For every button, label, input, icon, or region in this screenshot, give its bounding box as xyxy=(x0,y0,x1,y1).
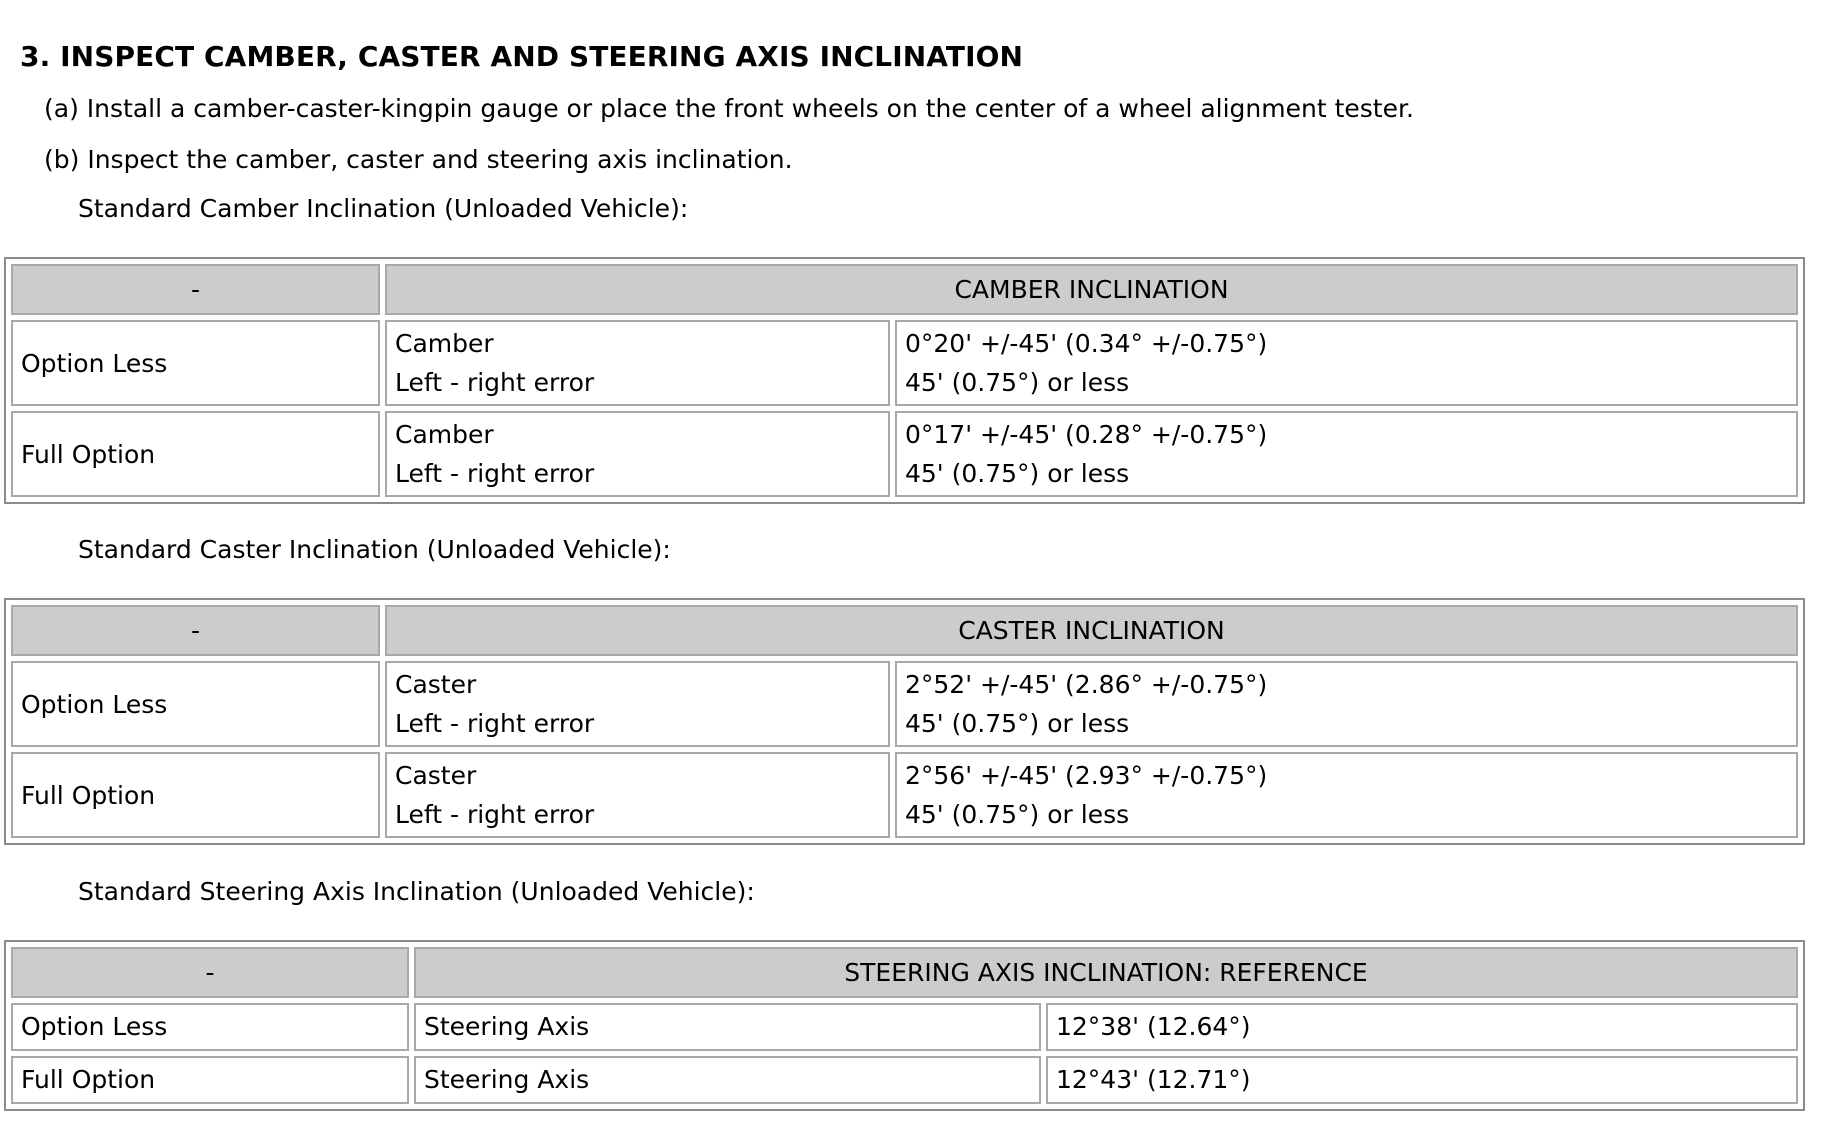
caster-table xyxy=(4,598,1805,845)
item-line: Left - right error xyxy=(395,459,595,488)
option-cell: Option Less xyxy=(11,320,380,406)
item-line: Left - right error xyxy=(395,368,595,397)
table-row xyxy=(11,320,1798,406)
option-cell: Full Option xyxy=(11,1056,409,1104)
camber-spec-label: Standard Camber Inclination (Unloaded Vehicle): xyxy=(78,194,689,223)
caster-spec-label: Standard Caster Inclination (Unloaded Vehicle): xyxy=(78,535,671,564)
item-cell xyxy=(385,411,890,497)
table-row xyxy=(11,1003,1798,1051)
header-dash-cell: - xyxy=(11,947,409,998)
table-row xyxy=(11,1056,1798,1104)
item-cell xyxy=(385,320,890,406)
value-line: 2°56' +/-45' (2.93° +/-0.75°) xyxy=(905,761,1268,790)
header-dash-cell: - xyxy=(11,264,380,315)
header-title-cell: STEERING AXIS INCLINATION: REFERENCE xyxy=(414,947,1798,998)
table-header-row xyxy=(11,947,1798,998)
value-cell xyxy=(895,661,1798,747)
item-line: Left - right error xyxy=(395,800,595,829)
option-cell: Option Less xyxy=(11,661,380,747)
header-dash-cell: - xyxy=(11,605,380,656)
step-a-text: (a) Install a camber-caster-kingpin gauge or place the front wheels on the center of a wheel alignment tester. xyxy=(44,94,1414,123)
steering-spec-label: Standard Steering Axis Inclination (Unloaded Vehicle): xyxy=(78,877,755,906)
page-title: 3. INSPECT CAMBER, CASTER AND STEERING AXIS INCLINATION xyxy=(20,40,1024,73)
table-row xyxy=(11,661,1798,747)
value-cell: 12°38' (12.64°) xyxy=(1046,1003,1798,1051)
table-row xyxy=(11,752,1798,838)
header-title-cell: CAMBER INCLINATION xyxy=(385,264,1798,315)
item-line: Caster xyxy=(395,670,477,699)
value-cell xyxy=(895,320,1798,406)
value-line: 45' (0.75°) or less xyxy=(905,368,1130,397)
value-cell xyxy=(895,411,1798,497)
header-title-cell: CASTER INCLINATION xyxy=(385,605,1798,656)
value-line: 0°17' +/-45' (0.28° +/-0.75°) xyxy=(905,420,1268,449)
item-line: Camber xyxy=(395,420,494,449)
camber-table xyxy=(4,257,1805,504)
value-cell xyxy=(895,752,1798,838)
value-line: 45' (0.75°) or less xyxy=(905,459,1130,488)
value-line: 2°52' +/-45' (2.86° +/-0.75°) xyxy=(905,670,1268,699)
option-cell: Full Option xyxy=(11,411,380,497)
table-header-row xyxy=(11,605,1798,656)
item-line: Caster xyxy=(395,761,477,790)
item-cell: Steering Axis xyxy=(414,1003,1041,1051)
table-header-row xyxy=(11,264,1798,315)
item-line: Camber xyxy=(395,329,494,358)
step-b-text: (b) Inspect the camber, caster and steering axis inclination. xyxy=(44,145,793,174)
option-cell: Full Option xyxy=(11,752,380,838)
value-line: 45' (0.75°) or less xyxy=(905,709,1130,738)
value-cell: 12°43' (12.71°) xyxy=(1046,1056,1798,1104)
value-line: 45' (0.75°) or less xyxy=(905,800,1130,829)
value-line: 0°20' +/-45' (0.34° +/-0.75°) xyxy=(905,329,1268,358)
steering-axis-table xyxy=(4,940,1805,1111)
table-row xyxy=(11,411,1798,497)
option-cell: Option Less xyxy=(11,1003,409,1051)
item-line: Left - right error xyxy=(395,709,595,738)
item-cell xyxy=(385,661,890,747)
item-cell: Steering Axis xyxy=(414,1056,1041,1104)
item-cell xyxy=(385,752,890,838)
